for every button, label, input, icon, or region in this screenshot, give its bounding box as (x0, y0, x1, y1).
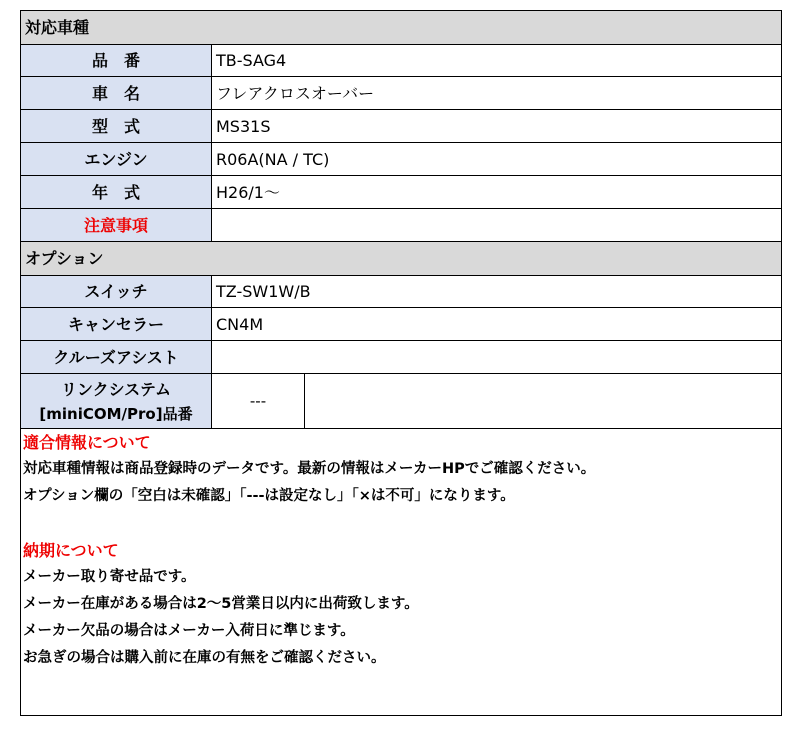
label-canceller: キャンセラー (21, 308, 212, 340)
label-model-code: 型 式 (21, 110, 212, 142)
section-header-vehicle (21, 11, 781, 45)
value-part-number: TB-SAG4 (216, 51, 287, 70)
label-link-system-title: リンクシステム (60, 380, 172, 399)
note-line: メーカー在庫がある場合は2〜5営業日以内に出荷致します。 (23, 596, 419, 612)
compatibility-sheet (20, 10, 782, 716)
row-model-code (21, 110, 781, 143)
row-vehicle-name (21, 77, 781, 110)
value-link-system: --- (212, 374, 305, 428)
row-caution (21, 209, 781, 242)
value-vehicle-name: フレアクロスオーバー (216, 84, 375, 103)
label-cruise-assist: クルーズアシスト (21, 341, 212, 373)
value-canceller: CN4M (216, 315, 264, 334)
label-switch: スイッチ (21, 276, 212, 307)
row-part-number (21, 45, 781, 77)
heading-fit-info: 適合情報について (23, 433, 151, 452)
row-model-year (21, 176, 781, 209)
note-line: お急ぎの場合は購入前に在庫の有無をご確認ください。 (23, 650, 386, 666)
note-line: メーカー取り寄せ品です。 (23, 569, 196, 585)
label-model-year: 年 式 (21, 176, 212, 208)
note-line: 対応車種情報は商品登録時のデータです。最新の情報はメーカーHPでご確認ください。 (23, 461, 596, 477)
value-model-code: MS31S (216, 117, 271, 136)
label-caution: 注意事項 (21, 209, 212, 241)
row-link-system (21, 374, 781, 429)
value-caution (212, 209, 781, 241)
notes-block (21, 429, 781, 672)
label-vehicle-name: 車 名 (21, 77, 212, 109)
label-link-system (21, 374, 212, 428)
section-header-options (21, 242, 781, 276)
value-model-year: H26/1〜 (216, 183, 280, 202)
row-canceller (21, 308, 781, 341)
section-title-options: オプション (25, 249, 104, 268)
value-engine: R06A(NA / TC) (216, 150, 330, 169)
label-link-system-subtitle: [miniCOM/Pro]品番 (39, 405, 193, 423)
heading-delivery: 納期について (23, 541, 119, 560)
note-line: メーカー欠品の場合はメーカー入荷日に準じます。 (23, 623, 355, 639)
row-engine (21, 143, 781, 176)
value-cruise-assist (212, 341, 781, 373)
label-engine: エンジン (21, 143, 212, 175)
row-cruise-assist (21, 341, 781, 374)
value-switch: TZ-SW1W/B (216, 282, 311, 301)
blank-spacer (23, 510, 781, 537)
section-title-vehicle: 対応車種 (25, 18, 90, 37)
note-line: オプション欄の「空白は未確認」「---は設定なし」「×は不可」になります。 (23, 488, 515, 504)
label-part-number: 品 番 (21, 45, 212, 76)
row-switch (21, 276, 781, 308)
